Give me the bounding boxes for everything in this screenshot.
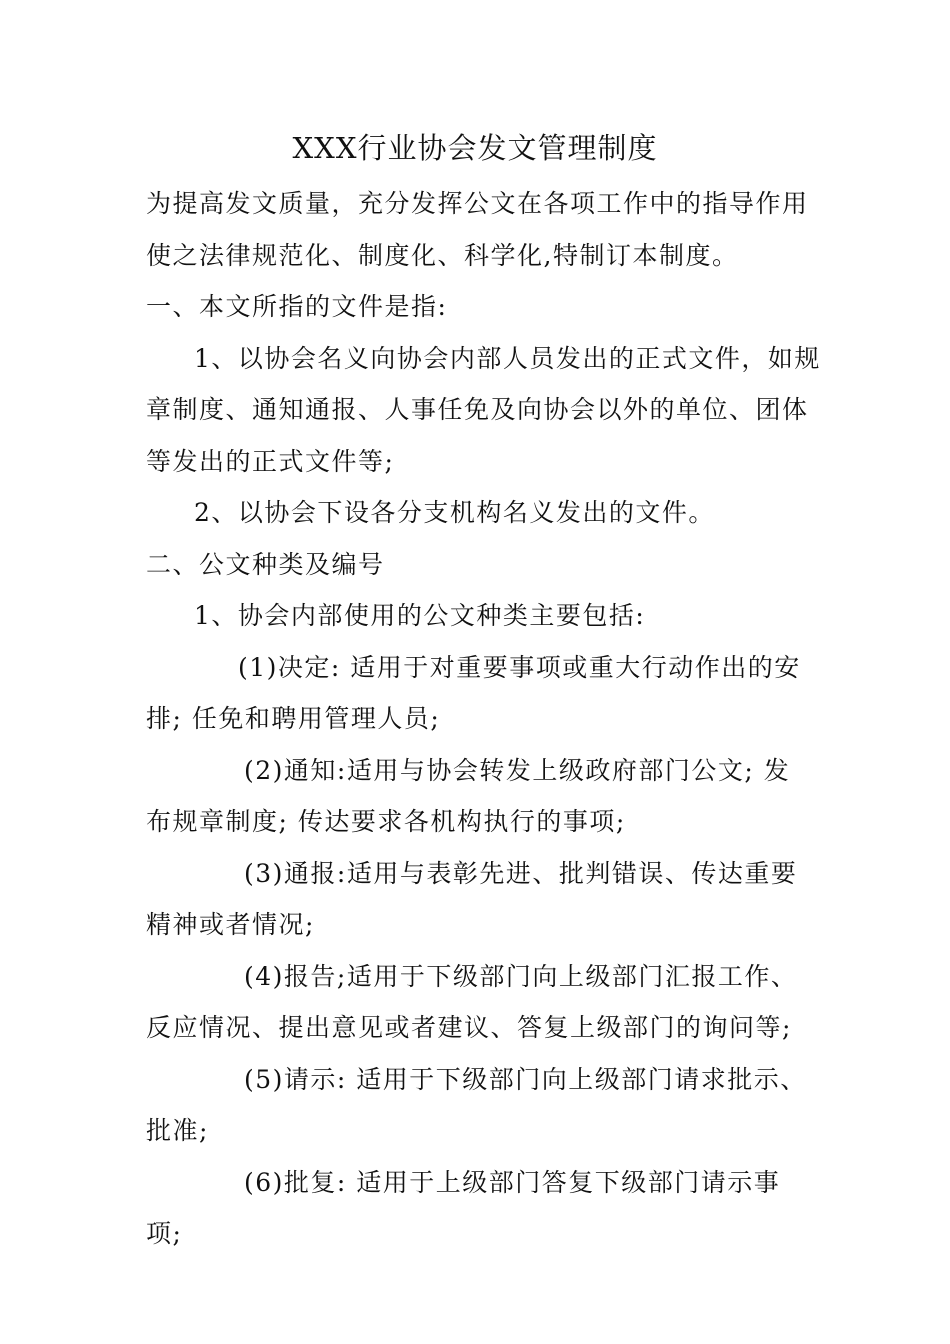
section-heading: 一、本文所指的文件是指:: [146, 292, 448, 321]
sub-item-line: 项;: [146, 1219, 183, 1248]
sub-item-line: (6)批复: 适用于上级部门答复下级部门请示事: [244, 1167, 781, 1197]
sub-item-line: (5)请示: 适用于下级部门向上级部门请求批示、: [244, 1064, 807, 1094]
sub-item-line: 批准;: [146, 1116, 209, 1145]
document-title: XXX行业协会发文管理制度: [292, 131, 658, 165]
list-item-line: 1、以协会名义向协会内部人员发出的正式文件，如规: [194, 343, 821, 373]
list-item-line: 2、以协会下设各分支机构名义发出的文件。: [194, 498, 715, 527]
section-heading: 二、公文种类及编号: [146, 549, 385, 579]
sub-item-line: (3)通报:适用与表彰先进、批判错误、传达重要: [244, 858, 798, 888]
paragraph-line: 使之法律规范化、制度化、科学化,特制订本制度。: [146, 240, 739, 270]
document-body: [146, 178, 821, 1260]
sub-item-line: (1)决定: 适用于对重要事项或重大行动作出的安: [238, 652, 801, 682]
sub-item-line: (2)通知:适用与协会转发上级政府部门公文; 发: [244, 755, 791, 785]
sub-item-line: 精神或者情况;: [146, 910, 315, 939]
sub-item-line: 反应情况、提出意见或者建议、答复上级部门的询问等;: [146, 1013, 792, 1042]
list-item-line: 1、协会内部使用的公文种类主要包括:: [194, 601, 646, 630]
sub-item-line: (4)报告;适用于下级部门向上级部门汇报工作、: [244, 961, 798, 991]
sub-item-line: 排; 任免和聘用管理人员;: [146, 704, 441, 733]
paragraph-line: 为提高发文质量，充分发挥公文在各项工作中的指导作用: [146, 189, 809, 218]
sub-item-line: 布规章制度; 传达要求各机构执行的事项;: [146, 807, 626, 836]
list-item-line: 章制度、通知通报、人事任免及向协会以外的单位、团体: [146, 395, 809, 424]
list-item-line: 等发出的正式文件等;: [146, 446, 395, 476]
